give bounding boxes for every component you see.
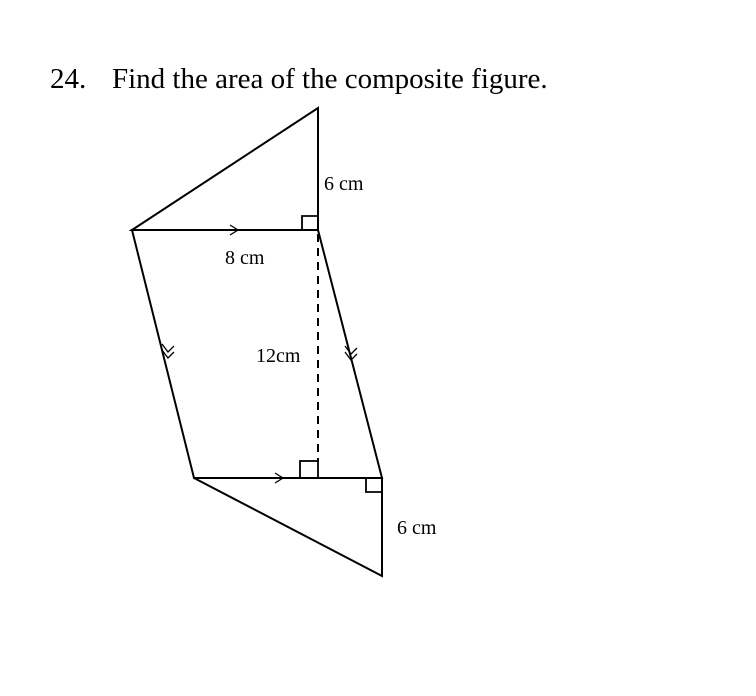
right-angle-marker-bottom xyxy=(366,478,382,492)
label-parallelogram-height: 12cm xyxy=(256,345,301,367)
bottom-triangle xyxy=(194,478,382,576)
label-top-triangle-height: 6 cm xyxy=(324,173,364,195)
question-number: 24. xyxy=(50,63,87,95)
label-bottom-triangle-height: 6 cm xyxy=(397,517,437,539)
label-base: 8 cm xyxy=(225,247,265,269)
right-angle-marker-middle xyxy=(300,461,318,478)
right-angle-marker-top xyxy=(302,216,318,230)
question-text: Find the area of the composite figure. xyxy=(112,63,548,95)
top-triangle xyxy=(132,108,318,230)
